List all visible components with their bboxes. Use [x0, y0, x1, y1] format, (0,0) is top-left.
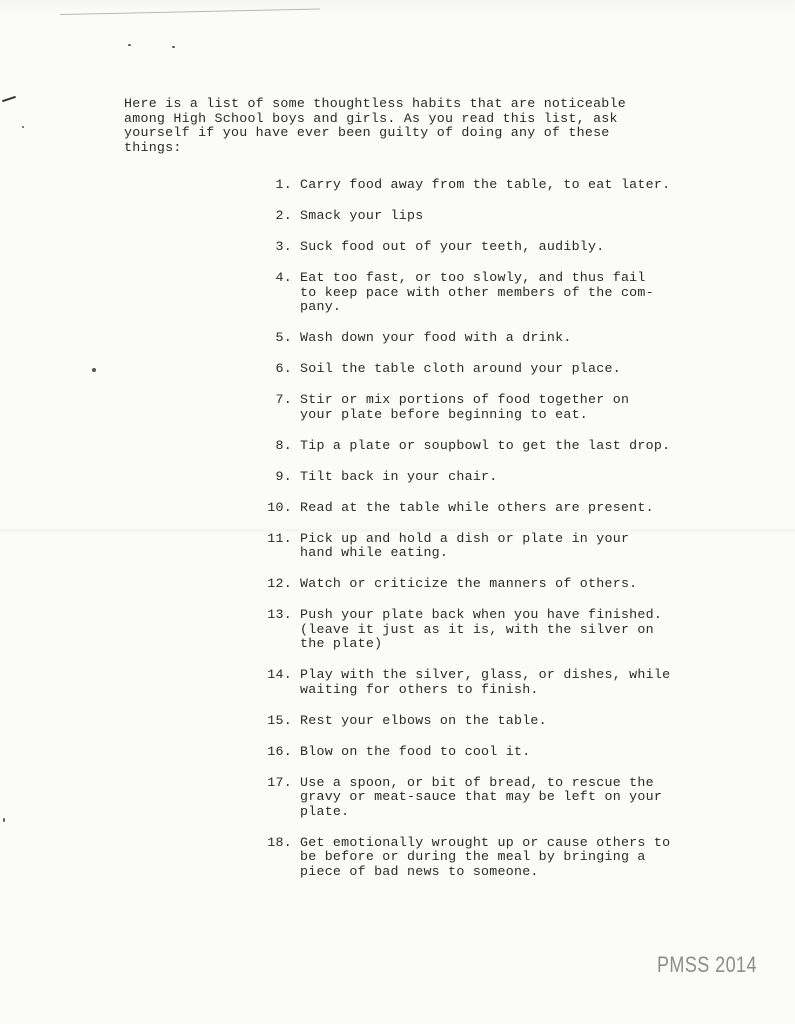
- list-item: [250, 714, 740, 729]
- item-number: 10.: [267, 499, 292, 515]
- paper-speck: [22, 126, 24, 128]
- item-number: 2.: [275, 208, 292, 223]
- habits-list: [250, 178, 740, 896]
- item-number: 8.: [275, 437, 292, 453]
- item-number: 3.: [275, 239, 292, 254]
- item-number: 13.: [267, 607, 292, 622]
- item-number: 16.: [267, 743, 292, 759]
- item-number: 9.: [275, 468, 292, 484]
- list-item: [250, 470, 740, 485]
- item-text: Rest your elbows on the table.: [300, 712, 547, 728]
- item-number: 4.: [275, 270, 292, 285]
- list-item: [250, 532, 740, 561]
- margin-mark: [2, 96, 16, 102]
- list-item: [250, 178, 740, 193]
- list-item: [250, 776, 740, 820]
- paper-speck: [92, 368, 96, 372]
- item-text: Use a spoon, or bit of bread, to rescue the gravy or meat-sauce that may be left on your plate.: [300, 774, 663, 819]
- list-item: [250, 577, 740, 592]
- list-item: [250, 240, 740, 255]
- paper-speck: [172, 46, 175, 48]
- list-item: [250, 836, 740, 880]
- item-text: Wash down your food with a drink.: [300, 330, 572, 345]
- item-number: 18.: [267, 834, 292, 850]
- list-item: [250, 501, 740, 516]
- item-text: Carry food away from the table, to eat later.: [300, 177, 671, 192]
- item-text: Stir or mix portions of food together on your plate before beginning to eat.: [300, 392, 630, 422]
- item-number: 6.: [275, 361, 292, 376]
- item-text: Soil the table cloth around your place.: [300, 361, 621, 376]
- item-text: Suck food out of your teeth, audibly.: [300, 239, 605, 254]
- list-item: [250, 439, 740, 454]
- watermark: PMSS 2014: [657, 952, 757, 977]
- paper-speck: [3, 818, 5, 822]
- list-item: [250, 393, 740, 422]
- paper-speck: [128, 44, 131, 46]
- item-text: Tilt back in your chair.: [300, 468, 498, 484]
- list-item: [250, 668, 740, 697]
- list-item: [250, 745, 740, 760]
- item-text: Tip a plate or soupbowl to get the last drop.: [300, 437, 671, 453]
- item-number: 15.: [267, 712, 292, 728]
- item-number: 12.: [267, 576, 292, 591]
- item-number: 1.: [275, 177, 292, 192]
- item-text: Watch or criticize the manners of others.: [300, 576, 638, 591]
- item-text: Smack your lips: [300, 208, 424, 223]
- item-number: 11.: [267, 530, 292, 546]
- list-item: [250, 271, 740, 315]
- list-item: [250, 362, 740, 377]
- item-text: Read at the table while others are present.: [300, 499, 654, 515]
- item-text: Get emotionally wrought up or cause others to be before or during the meal by bringing a piece of bad news to someone.: [300, 834, 671, 879]
- list-item: [250, 209, 740, 224]
- item-number: 7.: [275, 392, 292, 407]
- item-text: Pick up and hold a dish or plate in your hand while eating.: [300, 530, 630, 560]
- list-item: [250, 331, 740, 346]
- item-number: 5.: [275, 330, 292, 345]
- item-text: Blow on the food to cool it.: [300, 743, 531, 759]
- item-number: 17.: [267, 774, 292, 790]
- paper-edge-line: [60, 0, 320, 15]
- item-number: 14.: [267, 667, 292, 682]
- item-text: Push your plate back when you have finished. (leave it just as it is, with the silver on the plate): [300, 607, 663, 651]
- list-item: [250, 608, 740, 652]
- intro-paragraph: Here is a list of some thoughtless habits that are noticeable among High School boys and girls. As you read this list, ask yourself if you have ever been guilty of doing any of these things:: [124, 96, 626, 155]
- item-text: Play with the silver, glass, or dishes, while waiting for others to finish.: [300, 667, 671, 697]
- item-text: Eat too fast, or too slowly, and thus fail to keep pace with other members of the com- pany.: [300, 270, 654, 314]
